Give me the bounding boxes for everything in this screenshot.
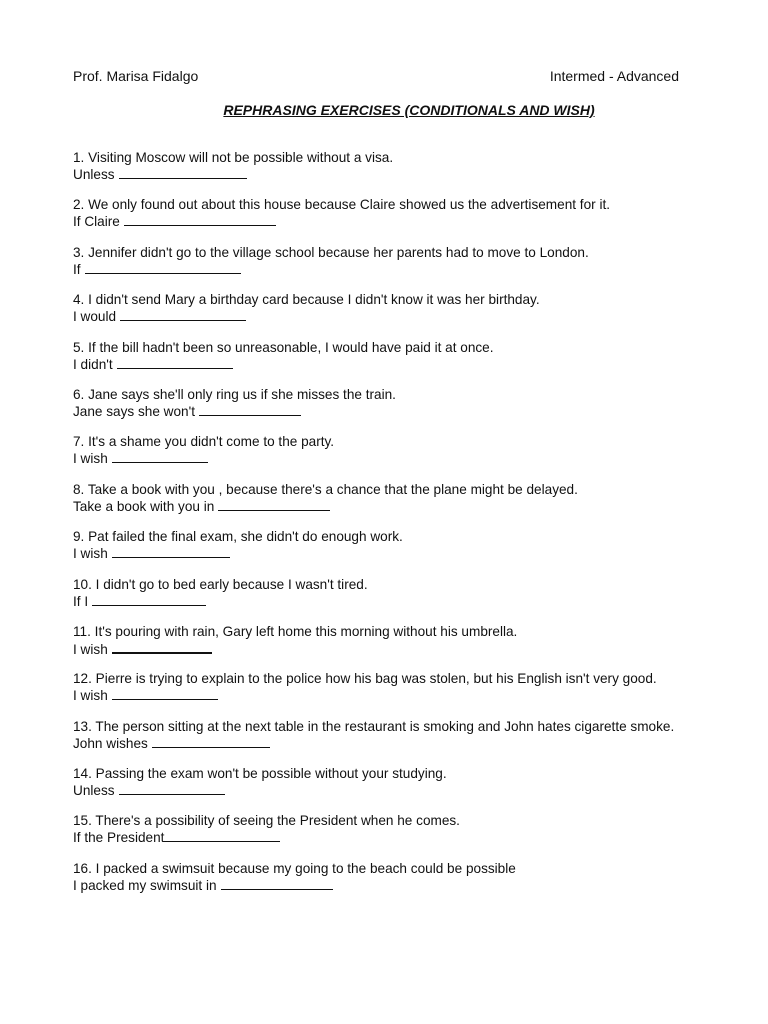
exercise-answer-line xyxy=(73,545,713,562)
exercise-answer-line xyxy=(73,261,713,278)
answer-blank[interactable] xyxy=(218,498,330,511)
answer-blank[interactable] xyxy=(112,545,230,558)
exercise-answer-line xyxy=(73,213,713,230)
answer-blank[interactable] xyxy=(92,593,206,606)
exercise-item xyxy=(73,482,713,529)
exercise-answer-line xyxy=(73,403,713,420)
exercise-answer-line xyxy=(73,735,713,752)
exercise-item xyxy=(73,861,713,908)
exercise-question: 4. I didn't send Mary a birthday card because I didn't know it was her birthday. xyxy=(73,292,540,308)
exercise-item xyxy=(73,529,713,576)
worksheet-title: REPHRASING EXERCISES (CONDITIONALS AND WISH) xyxy=(223,102,595,118)
exercise-question: 2. We only found out about this house because Claire showed us the advertisement for it. xyxy=(73,197,611,213)
exercise-question: 16. I packed a swimsuit because my going to the beach could be possible xyxy=(73,860,516,876)
exercise-question: 8. Take a book with you , because there's a chance that the plane might be delayed. xyxy=(73,481,578,497)
exercise-answer-line xyxy=(73,877,713,894)
answer-blank[interactable] xyxy=(221,877,333,890)
answer-blank[interactable] xyxy=(199,403,301,416)
answer-prompt: If the President xyxy=(73,830,165,846)
answer-blank[interactable] xyxy=(117,356,233,369)
answer-blank[interactable] xyxy=(112,640,212,654)
exercise-answer-line xyxy=(73,308,713,325)
answer-prompt: I didn't xyxy=(73,356,113,372)
exercise-question: 3. Jennifer didn't go to the village school because her parents had to move to London. xyxy=(73,244,589,260)
exercise-list xyxy=(73,150,713,908)
answer-prompt: I wish xyxy=(73,451,108,467)
exercise-item xyxy=(73,813,713,860)
answer-blank[interactable] xyxy=(119,166,247,179)
answer-blank[interactable] xyxy=(112,450,208,463)
exercise-question: 7. It's a shame you didn't come to the party. xyxy=(73,434,335,450)
exercise-item xyxy=(73,719,713,766)
answer-prompt: Take a book with you in xyxy=(73,498,215,514)
exercise-answer-line xyxy=(73,687,713,704)
answer-blank[interactable] xyxy=(119,782,225,795)
answer-blank[interactable] xyxy=(112,687,218,700)
exercise-item xyxy=(73,245,713,292)
exercise-item xyxy=(73,766,713,813)
exercise-answer-line xyxy=(73,640,713,658)
exercise-answer-line xyxy=(73,593,713,610)
answer-prompt: Unless xyxy=(73,167,115,182)
exercise-item xyxy=(73,150,713,197)
answer-prompt: I wish xyxy=(73,688,108,704)
answer-prompt: Unless xyxy=(73,783,115,799)
answer-prompt: If I xyxy=(73,593,89,609)
exercise-answer-line xyxy=(73,498,713,515)
exercise-item xyxy=(73,577,713,624)
exercise-item xyxy=(73,292,713,339)
exercise-question: 11. It's pouring with rain, Gary left home this morning without his umbrella. xyxy=(73,623,518,639)
exercise-item xyxy=(73,340,713,387)
answer-blank[interactable] xyxy=(152,735,270,748)
exercise-answer-line xyxy=(73,782,713,799)
answer-blank[interactable] xyxy=(85,261,241,274)
exercise-item xyxy=(73,197,713,244)
exercise-question: 9. Pat failed the final exam, she didn't do enough work. xyxy=(73,529,403,545)
exercise-answer-line xyxy=(73,829,713,846)
answer-blank[interactable] xyxy=(120,308,246,321)
level-label: Intermed - Advanced xyxy=(549,68,679,84)
exercise-question: 6. Jane says she'll only ring us if she misses the train. xyxy=(73,386,396,402)
answer-blank[interactable] xyxy=(124,213,276,226)
exercise-item xyxy=(73,387,713,434)
exercise-question: 14. Passing the exam won't be possible without your studying. xyxy=(73,766,447,782)
exercise-question: 5. If the bill hadn't been so unreasonable, I would have paid it at once. xyxy=(73,339,494,355)
exercise-question: 10. I didn't go to bed early because I wasn't tired. xyxy=(73,576,368,592)
exercise-answer-line xyxy=(73,356,713,373)
answer-prompt: I packed my swimsuit in xyxy=(73,877,217,893)
exercise-question: 15. There's a possibility of seeing the President when he comes. xyxy=(73,813,460,829)
exercise-item xyxy=(73,434,713,481)
answer-prompt: If xyxy=(73,261,81,277)
answer-prompt: I would xyxy=(73,309,117,325)
answer-prompt: I wish xyxy=(73,641,108,657)
exercise-question: 1. Visiting Moscow will not be possible without a visa. xyxy=(73,150,394,165)
answer-prompt: John wishes xyxy=(73,735,148,751)
exercise-answer-line xyxy=(73,450,713,467)
exercise-item xyxy=(73,671,713,718)
answer-blank[interactable] xyxy=(164,829,280,842)
exercise-question: 12. Pierre is trying to explain to the police how his bag was stolen, but his English isn't very good. xyxy=(73,671,657,687)
answer-prompt: I wish xyxy=(73,546,108,562)
exercise-question: 13. The person sitting at the next table in the restaurant is smoking and John hates cigarette smoke. xyxy=(73,718,675,734)
author-name: Prof. Marisa Fidalgo xyxy=(73,68,199,84)
answer-prompt: If Claire xyxy=(73,214,120,230)
exercise-item xyxy=(73,624,713,671)
exercise-answer-line xyxy=(73,166,713,183)
answer-prompt: Jane says she won't xyxy=(73,403,195,419)
